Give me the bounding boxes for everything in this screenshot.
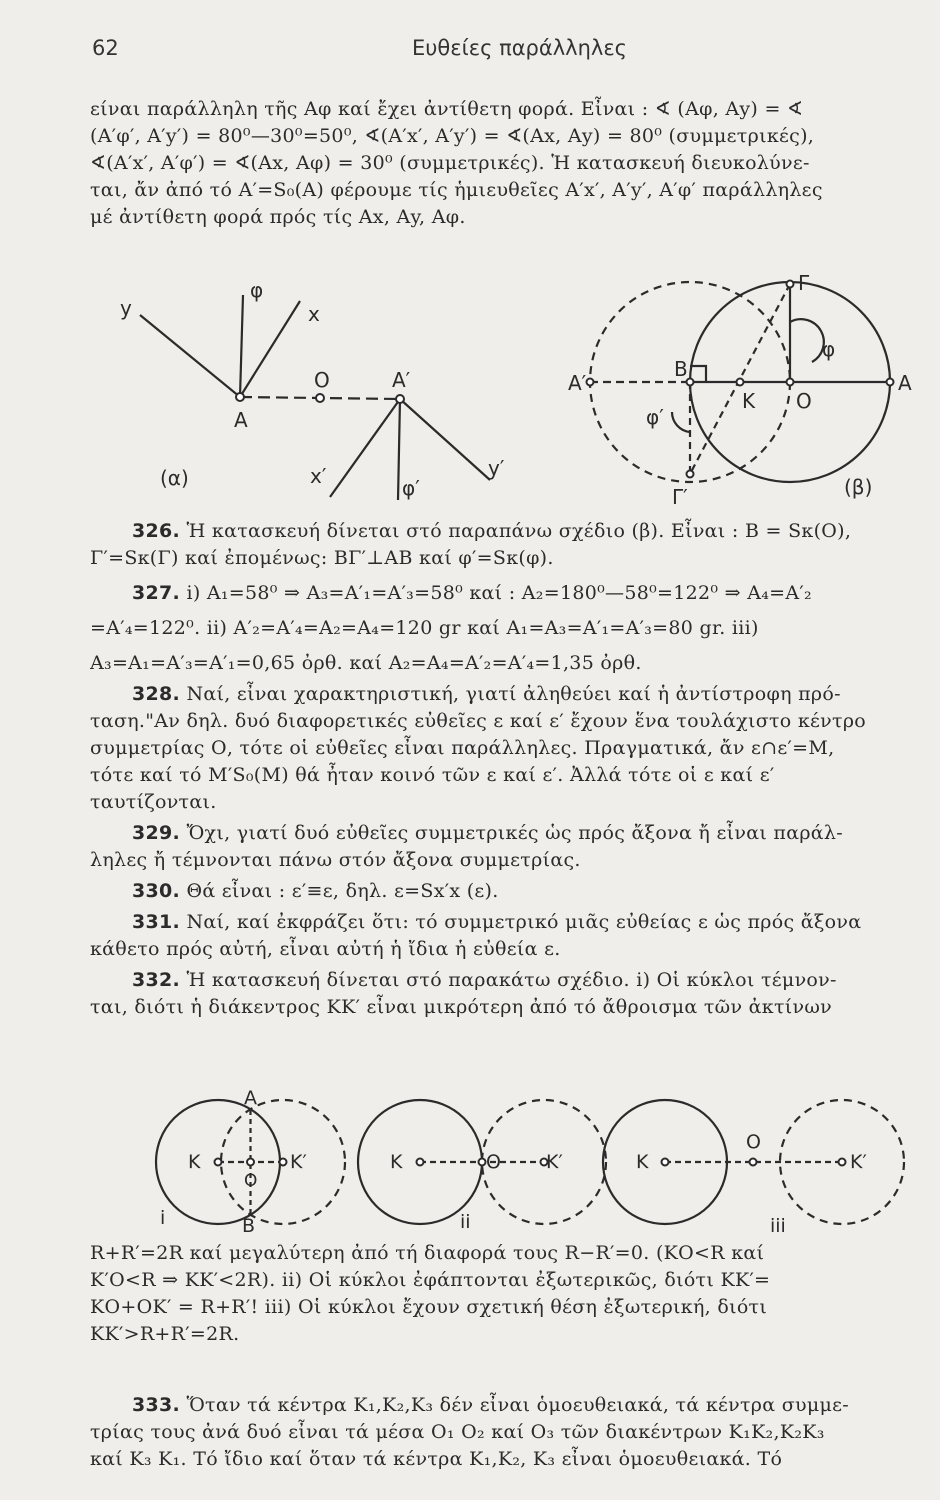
exercise-number: 332. <box>132 969 181 991</box>
ray-label-x: x <box>308 302 320 326</box>
text-line: ΚΟ+ΟΚ′ = R+R′! iii) Οἱ κύκλοι ἔχουν σχετική θέση ἐξωτερική, διότι <box>90 1296 768 1318</box>
text-line: Ναί, εἶναι χαρακτηριστική, γιατί ἀληθεύει καί ἡ ἀντίστροφη πρό- <box>186 683 841 705</box>
circle-iii-label-k: Κ <box>636 1151 649 1173</box>
exercise-number: 333. <box>132 1394 181 1416</box>
exercise-331 <box>90 909 910 963</box>
text-line: Θά εἶναι : ε′≡ε, δηλ. ε=Sx′x (ε). <box>186 880 499 902</box>
text-line: ∢(Α′x′, Α′φ′) = ∢(Αx, Αφ) = 30⁰ (συμμετρικές). Ἡ κατασκευή διευκολύνε- <box>90 152 810 174</box>
ray-label-phi: φ <box>250 278 264 302</box>
text-line: Ἡ κατασκευή δίνεται στό παραπάνω σχέδιο (β). Εἶναι : Β = Sκ(Ο), <box>186 520 852 542</box>
circle-iii-label-o: Ο <box>746 1131 761 1153</box>
circle-iii-label-k-prime: Κ′ <box>850 1151 867 1173</box>
text-line: (Α′φ′, Α′y′) = 80⁰—30⁰=50⁰, ∢(Α′x′, Α′y′) = ∢(Αx, Αy) = 80⁰ (συμμετρικές), <box>90 125 815 147</box>
text-line: Ὅταν τά κέντρα Κ₁,Κ₂,Κ₃ δέν εἶναι ὁμοευθειακά, τά κέντρα συμμε- <box>186 1394 850 1416</box>
point-label-o: Ο <box>796 389 812 413</box>
text-line: R+R′=2R καί μεγαλύτερη ἀπό τή διαφορά τους R−R′=0. (ΚΟ<R καί <box>90 1242 765 1264</box>
ray-label-phi-prime: φ′ <box>402 476 420 500</box>
angle-label-phi: φ <box>822 337 836 361</box>
text-line: i) Α₁=58⁰ ⇒ Α₃=Α′₁=Α′₃=58⁰ καί : Α₂=180⁰—58⁰=122⁰ ⇒ Α₄=Α′₂ <box>186 582 812 604</box>
text-line: Κ′Ο<R ⇒ ΚΚ′<2R). ii) Οἱ κύκλοι ἐφάπτονται ἐξωτερικῶς, διότι ΚΚ′= <box>90 1269 771 1291</box>
text-line: ταση."Αν δηλ. δυό διαφορετικές εὐθεῖες ε καί ε′ ἔχουν ἕνα τουλάχιστο κέντρο <box>90 710 867 732</box>
text-line: μέ ἀντίθετη φορά πρός τίς Αx, Αy, Αφ. <box>90 206 466 228</box>
figure-label-alpha: (α) <box>160 466 189 490</box>
point-label-g-prime: Γ′ <box>672 485 688 509</box>
circle-i-label-k: Κ <box>188 1151 201 1173</box>
exercise-330 <box>90 878 910 905</box>
point-label-o: Ο <box>314 368 330 392</box>
circle-i-roman: i <box>160 1207 166 1229</box>
text-line: τρίας τους ἀνά δυό εἶναι τά μέσα Ο₁ Ο₂ καί Ο₃ τῶν διακέντρων Κ₁Κ₂,Κ₂Κ₃ <box>90 1421 825 1443</box>
ray-label-x-prime: x′ <box>310 464 327 488</box>
text-line: Γ′=Sκ(Γ) καί ἐπομένως: ΒΓ′⊥ΑΒ καί φ′=Sκ(φ). <box>90 547 554 569</box>
text-line: ται, ἄν ἀπό τό Α′=S₀(Α) φέρουμε τίς ἡμιευθεῖες Α′x′, Α′y′, Α′φ′ παράλληλες <box>90 179 823 201</box>
intro-paragraph <box>90 96 910 231</box>
point-label-a: Α <box>898 371 912 395</box>
point-label-k: Κ <box>742 389 756 413</box>
circle-i-label-o: Ο <box>244 1171 258 1191</box>
exercise-332-continuation <box>90 1240 910 1348</box>
point-label-a-prime: Α′ <box>392 368 411 392</box>
point-label-g: Γ <box>798 271 810 295</box>
text-line: Ὄχι, γιατί δυό εὐθεῖες συμμετρικές ὡς πρός ἄξονα ἤ εἶναι παράλ- <box>186 822 843 844</box>
circle-i-label-a: Α <box>244 1087 257 1109</box>
figure-beta <box>560 262 920 517</box>
text-line: ται, διότι ἡ διάκεντρος ΚΚ′ εἶναι μικρότερη ἀπό τό ἄθροισμα τῶν ἀκτίνων <box>90 996 833 1018</box>
exercises-block <box>90 518 910 1021</box>
exercise-number: 327. <box>132 582 181 604</box>
exercise-329 <box>90 820 910 874</box>
exercise-333 <box>90 1392 910 1473</box>
text-line: Α₃=Α₁=Α′₃=Α′₁=0,65 ὀρθ. καί Α₂=Α₄=Α′₂=Α′₄=1,35 ὀρθ. <box>90 652 642 674</box>
point-label-b: Β <box>674 357 688 381</box>
figure-alpha <box>110 275 530 515</box>
text-line: καί Κ₃ Κ₁. Τό ἴδιο καί ὅταν τά κέντρα Κ₁,Κ₂, Κ₃ εἶναι ὁμοευθειακά. Τό <box>90 1448 783 1470</box>
circle-ii-roman: ii <box>460 1211 471 1233</box>
text-line: κάθετο πρός αὐτή, εἶναι αὐτή ἡ ἴδια ἡ εὐθεία ε. <box>90 938 561 960</box>
text-line: Ναί, καί ἐκφράζει ὅτι: τό συμμετρικό μιᾶς εὐθείας ε ὡς πρός ἄξονα <box>186 911 862 933</box>
exercise-332 <box>90 967 910 1021</box>
circle-ii-label-k: Κ <box>390 1151 403 1173</box>
exercise-326 <box>90 518 910 572</box>
exercise-number: 329. <box>132 822 181 844</box>
text-line: ληλες ἤ τέμνονται πάνω στόν ἄξονα συμμετρίας. <box>90 849 581 871</box>
text-line: τότε καί τό Μ′S₀(Μ) θά ἦταν κοινό τῶν ε καί ε′. Ἀλλά τότε οἱ ε καί ε′ <box>90 764 775 786</box>
circle-i-label-b: Β <box>242 1215 256 1237</box>
exercise-number: 326. <box>132 520 181 542</box>
text-line: =Α′₄=122⁰. ii) Α′₂=Α′₄=Α₂=Α₄=120 gr καί Α₁=Α₃=Α′₁=Α′₃=80 gr. iii) <box>90 617 759 639</box>
figure-label-beta: (β) <box>844 475 873 499</box>
circle-iii-roman: iii <box>770 1215 786 1237</box>
circle-ii-label-k-prime: Κ′ <box>546 1151 563 1173</box>
page-number: 62 <box>92 36 119 60</box>
ray-label-y-prime: y′ <box>488 456 505 480</box>
exercise-number: 331. <box>132 911 181 933</box>
running-title: Ευθείες παράλληλες <box>412 36 628 60</box>
point-label-a: Α <box>234 408 248 432</box>
circle-ii-label-o: Ο <box>486 1151 501 1173</box>
text-line: συμμετρίας Ο, τότε οἱ εὐθεῖες εἶναι παράλληλες. Πραγματικά, ἄν ε∩ε′=Μ, <box>90 737 835 759</box>
exercise-328 <box>90 681 910 816</box>
figure-circles <box>140 1082 920 1242</box>
ray-label-y: y <box>120 296 132 320</box>
text-line: ταυτίζονται. <box>90 791 217 813</box>
text-line: ΚΚ′>R+R′=2R. <box>90 1323 240 1345</box>
exercise-327 <box>90 580 910 677</box>
circle-i-label-k-prime: Κ′ <box>290 1151 307 1173</box>
text-line: Ἡ κατασκευή δίνεται στό παρακάτω σχέδιο. i) Οἱ κύκλοι τέμνον- <box>186 969 837 991</box>
point-label-a-prime: Α′ <box>568 371 587 395</box>
text-line: είναι παράλληλη τῆς Αφ καί ἔχει ἀντίθετη φορά. Εἶναι : ∢ (Αφ, Αy) = ∢ <box>90 98 804 120</box>
exercise-number: 328. <box>132 683 181 705</box>
angle-label-phi-prime: φ′ <box>646 405 664 429</box>
exercise-number: 330. <box>132 880 181 902</box>
